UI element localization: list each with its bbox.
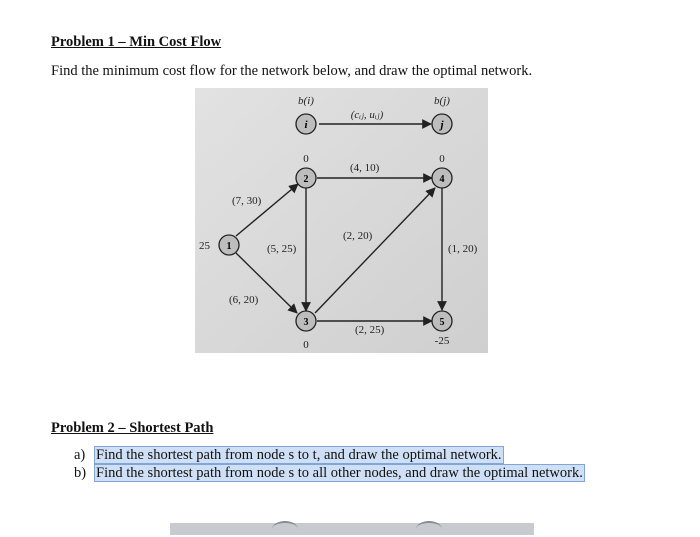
arc-label-2-4: (4, 10) bbox=[350, 162, 380, 174]
supply-node-2: 0 bbox=[303, 153, 309, 165]
node-4 bbox=[432, 168, 452, 188]
node-3 bbox=[296, 311, 316, 331]
problem-1-title: Problem 1 – Min Cost Flow bbox=[51, 34, 222, 50]
arc-label-3-4: (2, 20) bbox=[343, 230, 373, 242]
item-b-text: Find the shortest path from node s to all other nodes, and draw the optimal network. bbox=[96, 465, 583, 481]
problem-1-instruction: Find the minimum cost flow for the network below, and draw the optimal network. bbox=[51, 63, 533, 79]
legend-bi-label: b(i) bbox=[298, 95, 314, 107]
legend-node-j bbox=[432, 114, 452, 134]
svg-text:4: 4 bbox=[439, 174, 445, 185]
next-figure-strip bbox=[170, 523, 534, 535]
problem-2-item-b bbox=[74, 465, 585, 482]
network-diagram-photo bbox=[195, 88, 488, 353]
arc-label-4-5: (1, 20) bbox=[448, 243, 478, 255]
legend-bj-label: b(j) bbox=[434, 95, 450, 107]
problem-2-title: Problem 2 – Shortest Path bbox=[51, 420, 214, 436]
svg-text:i: i bbox=[304, 119, 308, 131]
legend-node-i bbox=[296, 114, 316, 134]
arc-label-1-2: (7, 30) bbox=[232, 195, 262, 207]
supply-node-5: -25 bbox=[434, 335, 450, 347]
svg-text:5: 5 bbox=[439, 317, 445, 328]
arc-label-1-3: (6, 20) bbox=[229, 294, 259, 306]
node-1 bbox=[219, 235, 239, 255]
svg-text:2: 2 bbox=[303, 174, 309, 185]
legend-arc-label: (cᵢⱼ, uᵢⱼ) bbox=[350, 109, 384, 121]
item-a-marker: a) bbox=[74, 447, 86, 463]
node-2 bbox=[296, 168, 316, 188]
node-5 bbox=[432, 311, 452, 331]
arc-label-2-3: (5, 25) bbox=[267, 243, 297, 255]
svg-text:j: j bbox=[440, 119, 444, 131]
svg-text:3: 3 bbox=[303, 317, 309, 328]
svg-text:1: 1 bbox=[226, 241, 232, 252]
item-b-marker: b) bbox=[74, 465, 87, 481]
arc-label-3-5: (2, 25) bbox=[355, 324, 385, 336]
supply-node-3: 0 bbox=[303, 339, 309, 351]
item-a-text: Find the shortest path from node s to t, and draw the optimal network. bbox=[96, 447, 502, 463]
problem-2-item-a bbox=[74, 447, 504, 464]
supply-node-1: 25 bbox=[199, 240, 210, 252]
supply-node-4: 0 bbox=[439, 153, 445, 165]
